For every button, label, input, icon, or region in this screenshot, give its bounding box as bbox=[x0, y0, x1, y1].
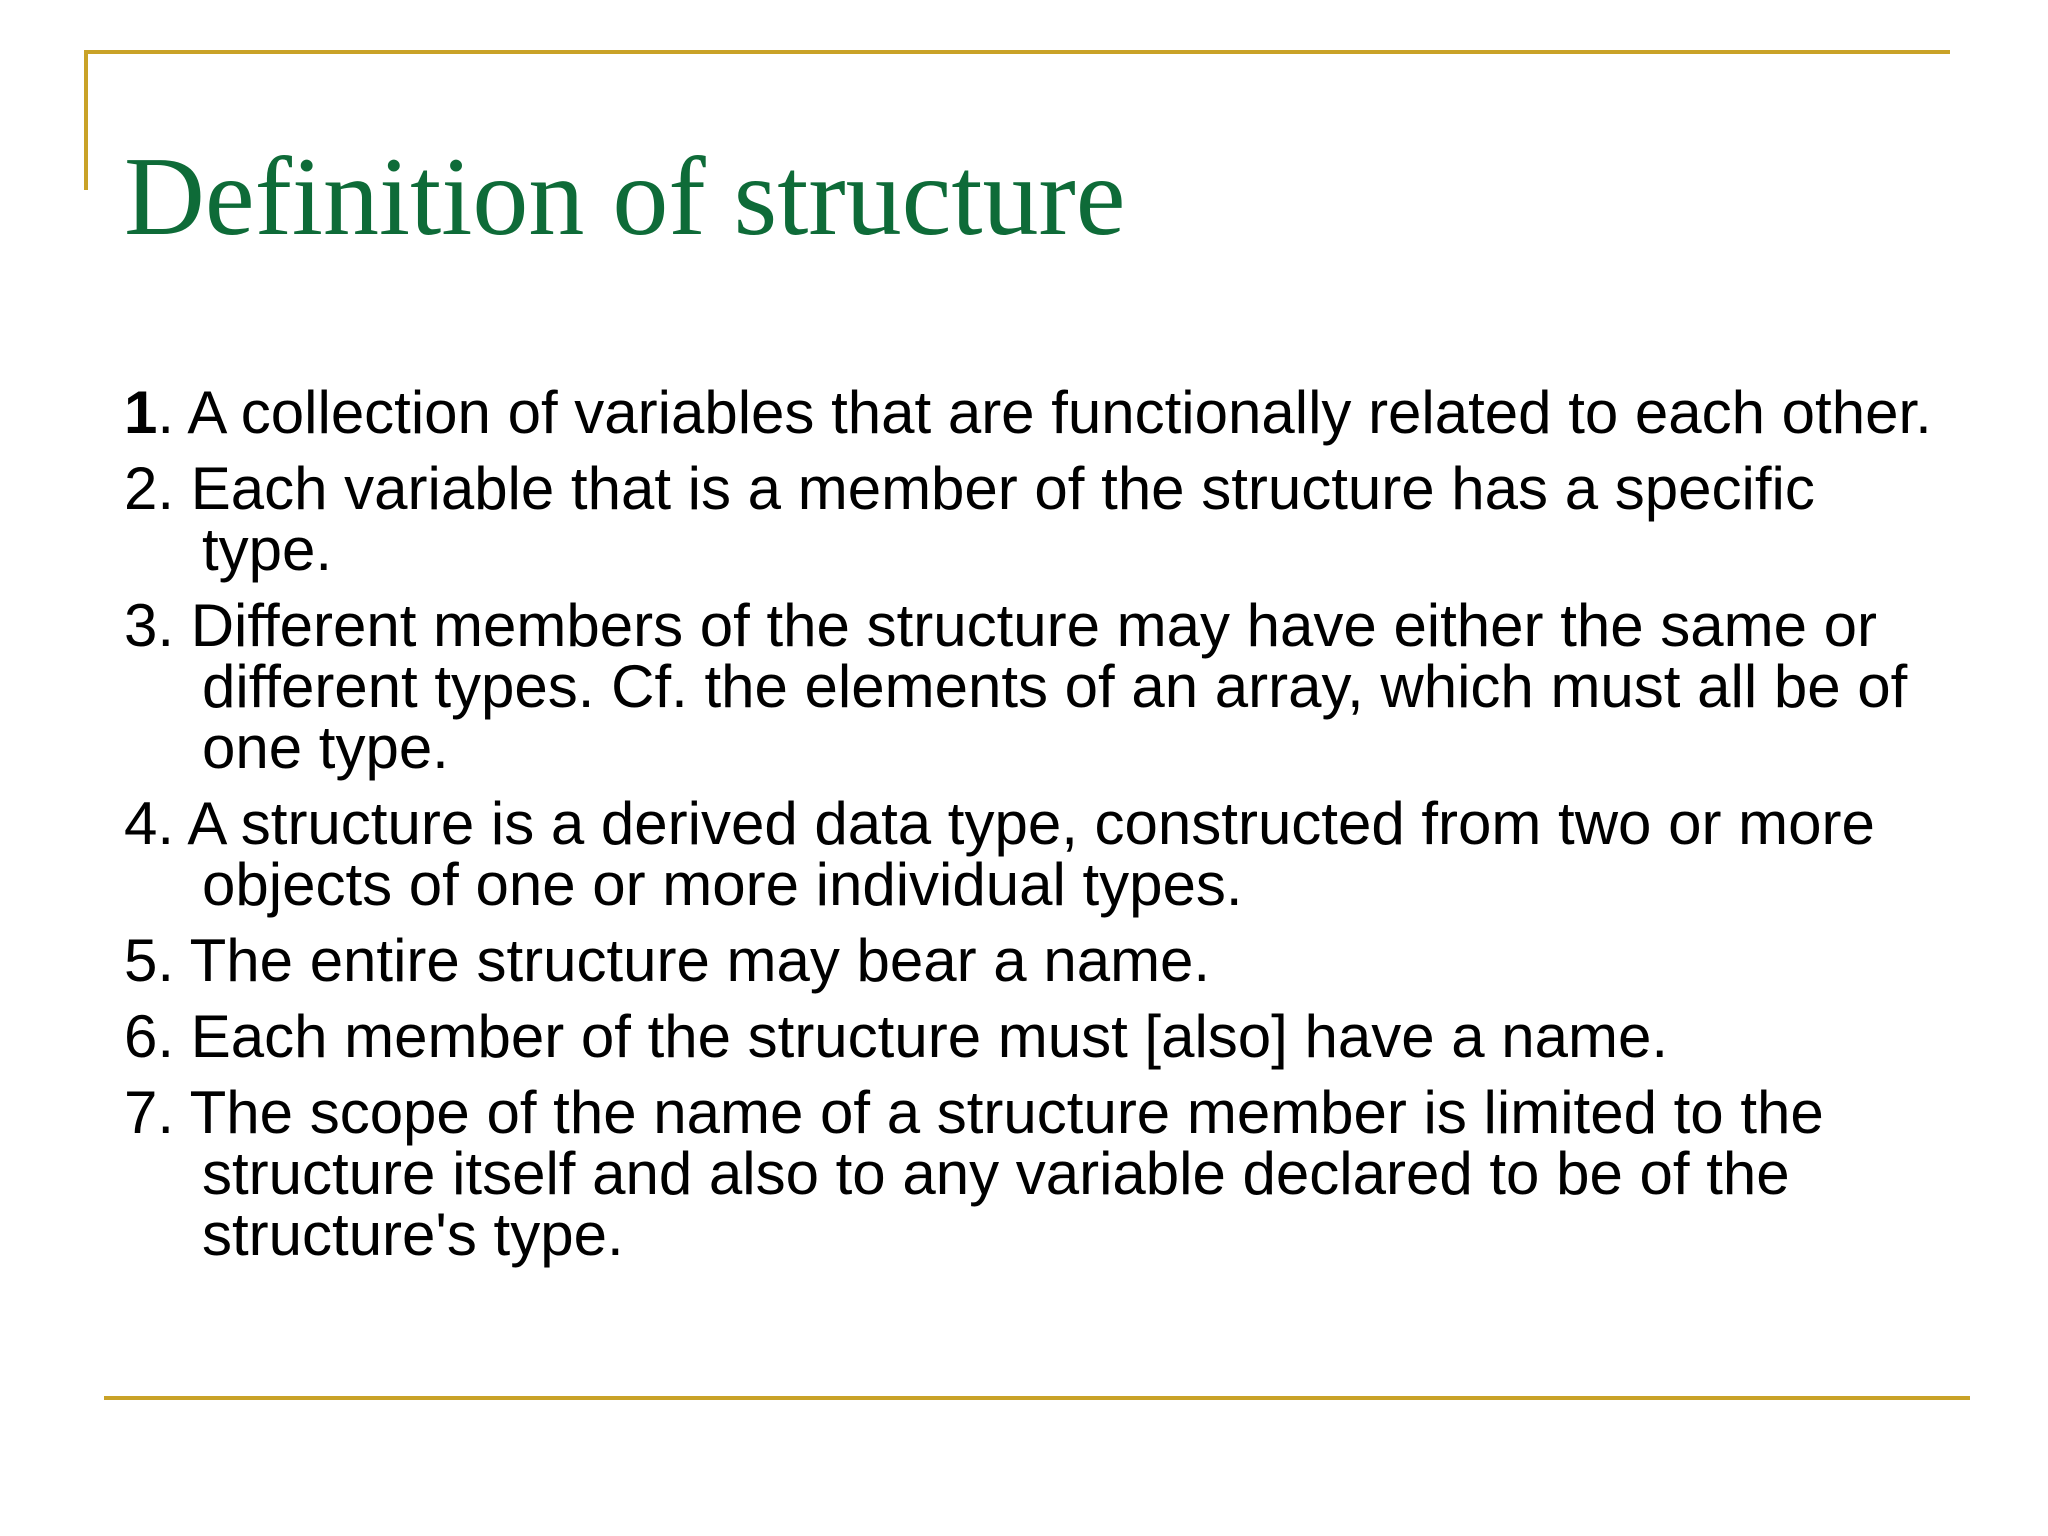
list-item bbox=[124, 455, 1944, 583]
slide-title: Definition of structure bbox=[124, 135, 1126, 259]
bottom-rule bbox=[104, 1396, 1970, 1400]
item-text: . The scope of the name of a structure member is limited to the structure itself and also to any variable declared to be of the structure's type. bbox=[157, 1079, 1824, 1268]
item-text: . The entire structure may bear a name. bbox=[157, 927, 1211, 994]
item-text: . Each member of the structure must [also] have a name. bbox=[157, 1003, 1669, 1070]
item-number: 2 bbox=[124, 455, 158, 522]
item-text: . Each variable that is a member of the structure has a specific type. bbox=[157, 455, 1815, 583]
top-rule bbox=[84, 50, 1950, 54]
list-item bbox=[124, 592, 1944, 781]
item-number: 3 bbox=[124, 592, 158, 659]
list-item bbox=[124, 790, 1944, 918]
item-number: 4 bbox=[124, 790, 158, 857]
list-item bbox=[124, 379, 1944, 446]
definition-list bbox=[124, 379, 1944, 1280]
left-rule bbox=[84, 50, 88, 190]
list-item bbox=[124, 1003, 1944, 1070]
item-text: . Different members of the structure may have either the same or different types. Cf. the elements of an array, which must all be of one type. bbox=[157, 592, 1908, 781]
list-item bbox=[124, 927, 1944, 994]
item-text: . A collection of variables that are functionally related to each other. bbox=[157, 379, 1932, 446]
list-item bbox=[124, 1079, 1944, 1268]
item-number: 1 bbox=[124, 379, 158, 446]
item-number: 5 bbox=[124, 927, 158, 994]
item-number: 7 bbox=[124, 1079, 158, 1146]
item-number: 6 bbox=[124, 1003, 158, 1070]
item-text: . A structure is a derived data type, constructed from two or more objects of one or more individual types. bbox=[157, 790, 1875, 918]
